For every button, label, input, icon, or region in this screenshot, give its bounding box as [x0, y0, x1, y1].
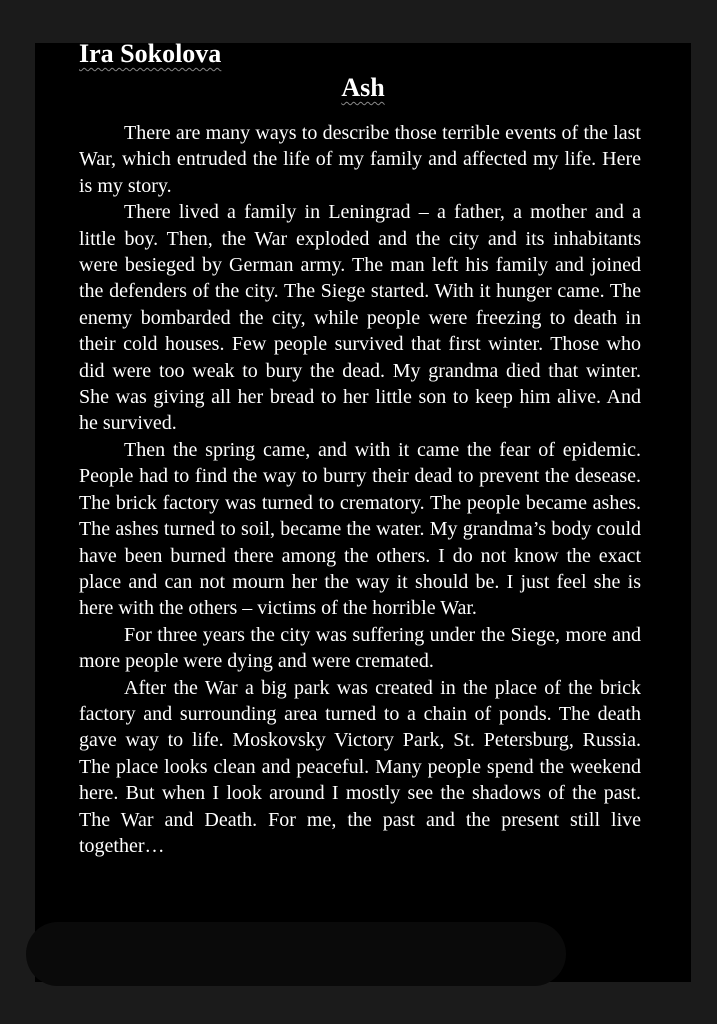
paragraph: Then the spring came, and with it came the fear of epidemic. People had to find the way to burry their dead to prevent the desease. The brick factory was turned to crematory. The people became ashes. The ashes turned to soil, became the water. My grandma’s body could have been burned there among the others. I do not know the exact place and can not mourn her the way it should be. I just feel she is here with the others – victims of the horrible War. [79, 438, 641, 620]
title-text: Ash [341, 73, 385, 102]
document-title [35, 73, 691, 103]
paragraph: There are many ways to describe those terrible events of the last War, which entruded the life of my family and affected my life. Here is my story. [79, 122, 641, 197]
author-name: Ira Sokolova [79, 43, 222, 68]
paragraph: After the War a big park was created in the place of the brick factory and surrounding area turned to a chain of ponds. The death gave way to life. Moskovsky Victory Park, St. Petersburg, Russia. The place looks clean and peaceful. Many people spend the weekend here. But when I look around I mostly see the shadows of the past. The War and Death. For me, the past and the present still live together… [79, 676, 641, 857]
document-page [35, 43, 691, 982]
page-shadow [26, 922, 566, 986]
paragraph: For three years the city was suffering under the Siege, more and more people were dying and were cremated. [79, 623, 641, 673]
story-body [79, 120, 641, 859]
paragraph: There lived a family in Leningrad – a father, a mother and a little boy. Then, the War exploded and the city and its inhabitants were besieged by German army. The man left his family and joined the defenders of the city. The Siege started. With it hunger came. The enemy bombarded the city, while people were freezing to death in their cold houses. Few people survived that first winter. Those who did were too weak to bury the dead. My grandma died that winter. She was giving all her bread to her little son to keep him alive. And he survived. [79, 201, 641, 435]
